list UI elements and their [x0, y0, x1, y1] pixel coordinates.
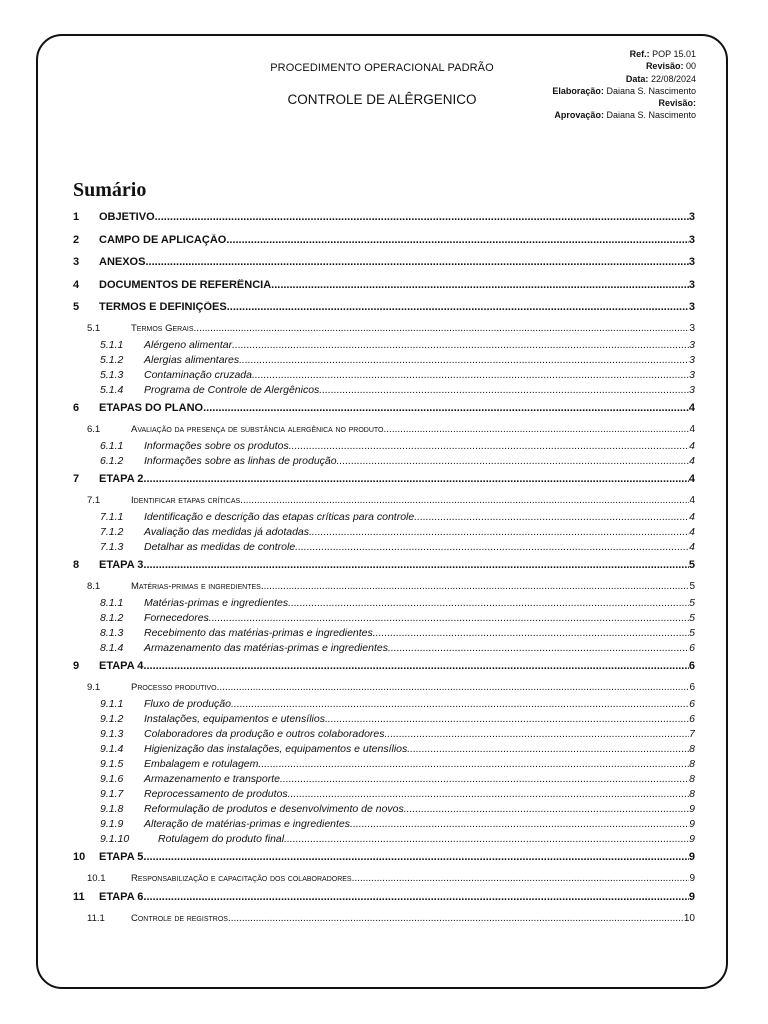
toc-number: 4 [73, 278, 80, 291]
toc-leader-dots [284, 833, 689, 845]
toc-title: Higienização das instalações, equipamentos e utensílios [144, 743, 408, 755]
toc-title: Matérias-primas e ingredientes [131, 581, 261, 592]
toc-entry-9-1-7[interactable] [100, 788, 695, 800]
toc-entry-6[interactable] [73, 402, 695, 414]
toc-leader-dots [271, 279, 689, 291]
toc-entry-9-1-10[interactable] [100, 833, 695, 845]
toc-title: Informações sobre os produtos [144, 440, 289, 452]
toc-title: Armazenamento e transporte [144, 773, 280, 785]
toc-page-number: 3 [688, 301, 695, 313]
toc-number: 9.1.7 [100, 788, 124, 800]
toc-leader-dots [194, 323, 690, 334]
toc-leader-dots [373, 627, 689, 639]
toc-leader-dots [261, 581, 690, 592]
toc-page-number: 6 [689, 682, 695, 693]
toc-number: 9.1 [87, 682, 101, 693]
toc-entry-7[interactable] [73, 473, 695, 485]
toc-page-number: 9 [689, 833, 695, 845]
toc-number: 7.1.1 [100, 511, 124, 523]
toc-page-number: 4 [688, 402, 695, 414]
toc-entry-6-1[interactable] [87, 424, 695, 435]
toc-page-number: 4 [689, 495, 695, 506]
toc-entry-2[interactable] [73, 234, 695, 246]
toc-leader-dots [143, 559, 688, 571]
toc-page-number: 5 [688, 559, 695, 571]
toc-leader-dots [350, 818, 689, 830]
toc-number: 8.1.1 [100, 597, 124, 609]
toc-entry-9-1-9[interactable] [100, 818, 695, 830]
toc-leader-dots [203, 402, 689, 414]
toc-entry-8-1-4[interactable] [100, 642, 695, 654]
toc-number: 9.1.4 [100, 743, 124, 755]
toc-leader-dots [319, 384, 689, 396]
toc-number: 6.1.2 [100, 455, 124, 467]
toc-title: Processo produtivo [131, 682, 217, 693]
toc-page-number: 4 [688, 473, 695, 485]
toc-number: 9 [73, 660, 80, 672]
toc-leader-dots [414, 511, 689, 523]
toc-leader-dots [239, 354, 689, 366]
toc-entry-9[interactable] [73, 660, 695, 672]
toc-title: Alergias alimentares [144, 354, 240, 366]
toc-number: 5.1.4 [100, 384, 124, 396]
toc-number: 8.1 [87, 581, 101, 592]
toc-number: 8.1.4 [100, 642, 124, 654]
toc-page-number: 4 [689, 455, 695, 467]
toc-entry-6-1-1[interactable] [100, 440, 695, 452]
meta-date: Data: 22/08/2024 [625, 73, 696, 84]
toc-page-number: 3 [689, 354, 695, 366]
toc-number: 11.1 [87, 913, 105, 924]
toc-entry-9-1-6[interactable] [100, 773, 695, 785]
toc-number: 5.1 [87, 323, 101, 334]
toc-entry-8-1-2[interactable] [100, 612, 695, 624]
toc-entry-7-1[interactable] [87, 495, 695, 506]
toc-leader-dots [228, 913, 684, 924]
toc-title: Embalagem e rotulagem [144, 758, 259, 770]
toc-number: 6.1 [87, 424, 101, 435]
toc-title: Instalações, equipamentos e utensílios [144, 713, 325, 725]
meta-review: Revisão: [658, 98, 696, 109]
toc-entry-5-1[interactable] [87, 323, 695, 334]
toc-leader-dots [143, 851, 688, 863]
toc-leader-dots [226, 234, 689, 246]
toc-title: Fluxo de produção [144, 698, 231, 710]
toc-title: Informações sobre as linhas de produção [144, 455, 337, 467]
meta-ref: Ref.: POP 15.01 [629, 49, 696, 59]
toc-title: ETAPA 2 [99, 473, 144, 485]
toc-title: Alteração de matérias-primas e ingredientes [144, 818, 351, 830]
toc-number: 11 [73, 891, 85, 903]
toc-leader-dots [337, 455, 690, 467]
toc-leader-dots [407, 743, 689, 755]
toc-title: Programa de Controle de Alergênicos [144, 384, 320, 396]
toc-title: Reformulação de produtos e desenvolvimento de novos [144, 803, 404, 815]
toc-number: 7.1 [87, 495, 101, 506]
toc-leader-dots [280, 773, 689, 785]
toc-title: Fornecedores [144, 612, 209, 624]
toc-entry-5-1-1[interactable] [100, 339, 695, 351]
meta-elaboration: Elaboração: Daiana S. Nascimento [552, 85, 696, 96]
toc-title: Controle de registros [131, 913, 228, 924]
toc-leader-dots [231, 698, 689, 710]
toc-entry-4[interactable] [73, 279, 695, 291]
toc-number: 5.1.1 [100, 339, 124, 351]
toc-leader-dots [227, 301, 689, 313]
toc-page-number: 4 [689, 526, 695, 538]
toc-entry-10-1[interactable] [87, 873, 695, 884]
toc-number: 9.1.8 [100, 803, 124, 815]
toc-title: Termos Gerais [131, 323, 194, 334]
toc-page-number: 9 [688, 891, 695, 903]
toc-number: 6.1.1 [100, 440, 124, 452]
toc-number: 9.1.6 [100, 773, 124, 785]
toc-page-number: 5 [689, 581, 695, 592]
toc-title: TERMOS E DEFINIÇÕES [99, 301, 227, 313]
toc-leader-dots [404, 803, 689, 815]
toc-page-number: 6 [689, 698, 695, 710]
toc-page-number: 3 [688, 233, 695, 246]
toc-number: 6 [73, 402, 80, 414]
toc-number: 9.1.5 [100, 758, 124, 770]
toc-leader-dots [289, 440, 689, 452]
toc-number: 7.1.2 [100, 526, 124, 538]
toc-number: 8.1.3 [100, 627, 124, 639]
toc-leader-dots [143, 660, 688, 672]
toc-page-number: 4 [689, 541, 695, 553]
toc-title: Identificar etapas críticas [131, 495, 241, 506]
toc-number: 8.1.2 [100, 612, 124, 624]
toc-title: Alérgeno alimentar [144, 339, 233, 351]
toc-page-number: 10 [683, 913, 695, 924]
toc-entry-8-1-3[interactable] [100, 627, 695, 639]
toc-entry-8[interactable] [73, 559, 695, 571]
toc-entry-9-1-3[interactable] [100, 728, 695, 740]
toc-page-number: 4 [689, 424, 695, 435]
toc-leader-dots [325, 713, 689, 725]
toc-title: OBJETIVO [99, 211, 155, 223]
toc-leader-dots [288, 788, 690, 800]
toc-leader-dots [143, 473, 688, 485]
toc-entry-8-1-1[interactable] [100, 597, 695, 609]
toc-number: 10 [73, 851, 86, 863]
toc-entry-9-1-8[interactable] [100, 803, 695, 815]
toc-title: Identificação e descrição das etapas críticas para controle [144, 511, 415, 523]
toc-entry-9-1-5[interactable] [100, 758, 695, 770]
toc-page-number: 3 [689, 339, 695, 351]
toc-title: ETAPA 5 [99, 851, 144, 863]
toc-page-number: 5 [689, 627, 695, 639]
toc-entry-11[interactable] [73, 891, 695, 903]
toc-number: 5.1.3 [100, 369, 124, 381]
toc-number: 10.1 [87, 873, 106, 884]
toc-title: Reprocessamento de produtos [144, 788, 288, 800]
toc-page-number: 3 [688, 256, 695, 268]
toc-title: Detalhar as medidas de controle [144, 541, 296, 553]
toc-leader-dots [217, 682, 690, 693]
toc-page-number: 3 [689, 369, 695, 381]
toc-entry-6-1-2[interactable] [100, 455, 695, 467]
toc-title: Matérias-primas e ingredientes [144, 597, 289, 609]
toc-number: 7.1.3 [100, 541, 124, 553]
toc-page-number: 3 [689, 384, 695, 396]
toc-page-number: 5 [689, 597, 695, 609]
toc-leader-dots [309, 526, 689, 538]
toc-leader-dots [385, 728, 690, 740]
toc-page-number: 8 [689, 758, 695, 770]
toc-leader-dots [252, 369, 689, 381]
toc-title: Armazenamento das matérias-primas e ingredientes [144, 642, 388, 654]
toc-entry-9-1-1[interactable] [100, 698, 695, 710]
toc-page-number: 8 [689, 788, 695, 800]
toc-title: Recebimento das matérias-primas e ingredientes [144, 627, 373, 639]
toc-number: 9.1.10 [100, 833, 130, 845]
toc-leader-dots [209, 612, 689, 624]
toc-title: ETAPA 4 [99, 660, 144, 672]
toc-number: 9.1.3 [100, 728, 124, 740]
toc-page-number: 7 [689, 728, 695, 740]
toc-number: 5 [73, 301, 80, 313]
toc-page-number: 9 [689, 818, 695, 830]
toc-page-number: 3 [689, 323, 695, 334]
toc-entry-9-1-2[interactable] [100, 713, 695, 725]
toc-number: 5.1.2 [100, 354, 124, 366]
toc-entry-5-1-3[interactable] [100, 369, 695, 381]
toc-leader-dots [145, 256, 688, 268]
meta-revision: Revisão: 00 [645, 61, 696, 72]
toc-page-number: 3 [688, 278, 695, 291]
toc-entry-7-1-2[interactable] [100, 526, 695, 538]
toc-leader-dots [295, 541, 689, 553]
toc-entry-9-1[interactable] [87, 682, 695, 693]
toc-leader-dots [388, 642, 689, 654]
toc-page-number: 6 [689, 713, 695, 725]
toc-leader-dots [240, 495, 689, 506]
toc-title: ETAPA 6 [99, 891, 144, 903]
toc-page-number: 6 [688, 660, 695, 672]
toc-number: 9.1.1 [100, 698, 124, 710]
toc-page-number: 8 [689, 773, 695, 785]
toc-number: 9.1.2 [100, 713, 124, 725]
toc-page-number: 6 [689, 642, 695, 654]
procedure-label: PROCEDIMENTO OPERACIONAL PADRÃO [270, 62, 494, 74]
toc-title: Avaliação da presença de substância alergênica no produto [131, 424, 384, 435]
toc-page-number: 9 [689, 803, 695, 815]
toc-entry-5-1-4[interactable] [100, 384, 695, 396]
toc-number: 7 [73, 473, 80, 485]
toc-entry-5-1-2[interactable] [100, 354, 695, 366]
meta-approval: Aprovação: Daiana S. Nascimento [554, 110, 696, 121]
toc-number: 8 [73, 559, 80, 571]
toc-number: 2 [73, 233, 80, 246]
toc-entry-8-1[interactable] [87, 581, 695, 592]
toc-title: ETAPAS DO PLANO [99, 402, 204, 414]
toc-entry-7-1-1[interactable] [100, 511, 695, 523]
toc-number: 1 [73, 211, 80, 223]
document-title: CONTROLE DE ALÊRGENICO [287, 92, 477, 107]
toc-title: DOCUMENTOS DE REFERÊNCIA [99, 278, 272, 291]
toc-leader-dots [352, 873, 690, 884]
toc-entry-11-1[interactable] [87, 913, 695, 924]
toc-title: Responsabilização e capacitação dos colaboradores [131, 873, 352, 884]
toc-title: Contaminação cruzada [144, 369, 252, 381]
toc-leader-dots [143, 891, 688, 903]
toc-entry-3[interactable] [73, 256, 695, 268]
toc-page-number: 5 [689, 612, 695, 624]
toc-leader-dots [288, 597, 689, 609]
toc-leader-dots [155, 211, 689, 223]
toc-title: CAMPO DE APLICAÇÃO [99, 233, 227, 246]
toc-entry-5[interactable] [73, 301, 695, 313]
toc-leader-dots [232, 339, 689, 351]
toc-number: 9.1.9 [100, 818, 124, 830]
toc-page-number: 8 [689, 743, 695, 755]
toc-entry-10[interactable] [73, 851, 695, 863]
toc-entry-1[interactable] [73, 211, 695, 223]
toc-page-number: 4 [689, 511, 695, 523]
toc-page-number: 3 [688, 211, 695, 223]
toc-page-number: 9 [688, 851, 695, 863]
toc-entry-7-1-3[interactable] [100, 541, 695, 553]
toc-page-number: 4 [689, 440, 695, 452]
toc-title: ETAPA 3 [99, 559, 144, 571]
toc-title: ANEXOS [99, 256, 146, 268]
toc-entry-9-1-4[interactable] [100, 743, 695, 755]
toc-number: 3 [73, 256, 80, 268]
toc-title: Avaliação das medidas já adotadas [144, 526, 310, 538]
toc-page-number: 9 [689, 873, 695, 884]
toc-title: Colaboradores da produção e outros colaboradores [144, 728, 385, 740]
toc-title: Rotulagem do produto final [158, 833, 285, 845]
toc-leader-dots [258, 758, 689, 770]
toc-leader-dots [384, 424, 690, 435]
summary-heading: Sumário [73, 179, 147, 201]
